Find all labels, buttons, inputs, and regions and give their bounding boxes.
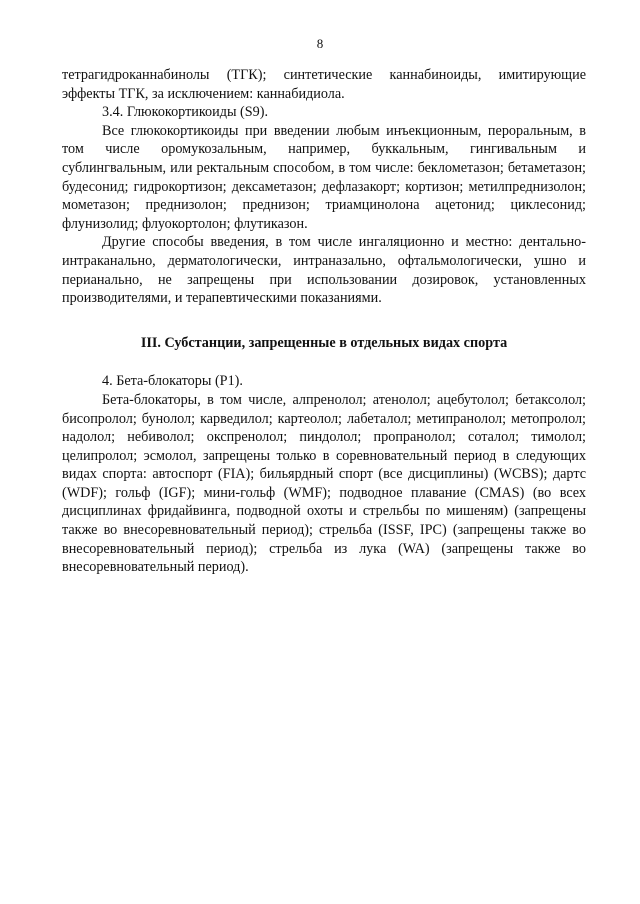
subheading-beta-blockers: 4. Бета-блокаторы (P1). [102,373,243,390]
paragraph-glucocorticoids-routes: Все глюкокортикоиды при введении любым инъекционным, пероральным, в том числе оромукозальным, например, буккальным, гингивальным и сублингвальным, или ректальным способом, в том числе: беклометазон; бетаметазон; будесонид; гидрокортизон; дексаметазон; дефлазакорт; кортизон; метилпреднизолон; мометазон; преднизолон; преднизон; триамцинолона ацетонид; циклесонид; флунизолид; флуокортолон; флутиказон. [62,122,586,232]
subheading-glucocorticoids: 3.4. Глюкокортикоиды (S9). [102,104,269,121]
paragraph-other-routes: Другие способы введения, в том числе ингаляционно и местно: дентально-интраканально, дерматологически, интраназально, офтальмологически, ушно и перианально, не запрещены при использовании дозировок, установленных производителями, и терапевтическими показаниями. [62,234,586,307]
page-number: 8 [316,36,324,51]
paragraph-beta-blockers: Бета-блокаторы, в том числе, алпренолол; атенолол; ацебутолол; бетаксолол; бисопролол; бунолол; карведилол; картеолол; лабеталол; метипранолол; метопролол; надолол; небиволол; окспренолол; пиндолол; пропранолол; соталол; тимолол; целипролол; эсмолол, запрещены только в соревновательный период в следующих видах спорта: автоспорт (FIA); бильярдный спорт (все дисциплины) (WCBS); дартс (WDF); гольф (IGF); мини-гольф (WMF); подводное плавание (CMAS) (во всех дисциплинах фридайвинга, подводной охоты и стрельбы по мишеням) (запрещены также во внесоревновательный период); стрельба (ISSF, IPC) (запрещены также во внесоревновательный период); стрельба из лука (WA) (запрещены также во внесоревновательный период). [62,391,586,576]
section-heading: III. Субстанции, запрещенные в отдельных видах спорта [140,334,508,351]
paragraph-thc-continuation: тетрагидроканнабинолы (ТГК); синтетические каннабиноиды, имитирующие эффекты ТГК, за исключением: каннабидиола. [62,67,586,102]
document-body [62,66,586,577]
